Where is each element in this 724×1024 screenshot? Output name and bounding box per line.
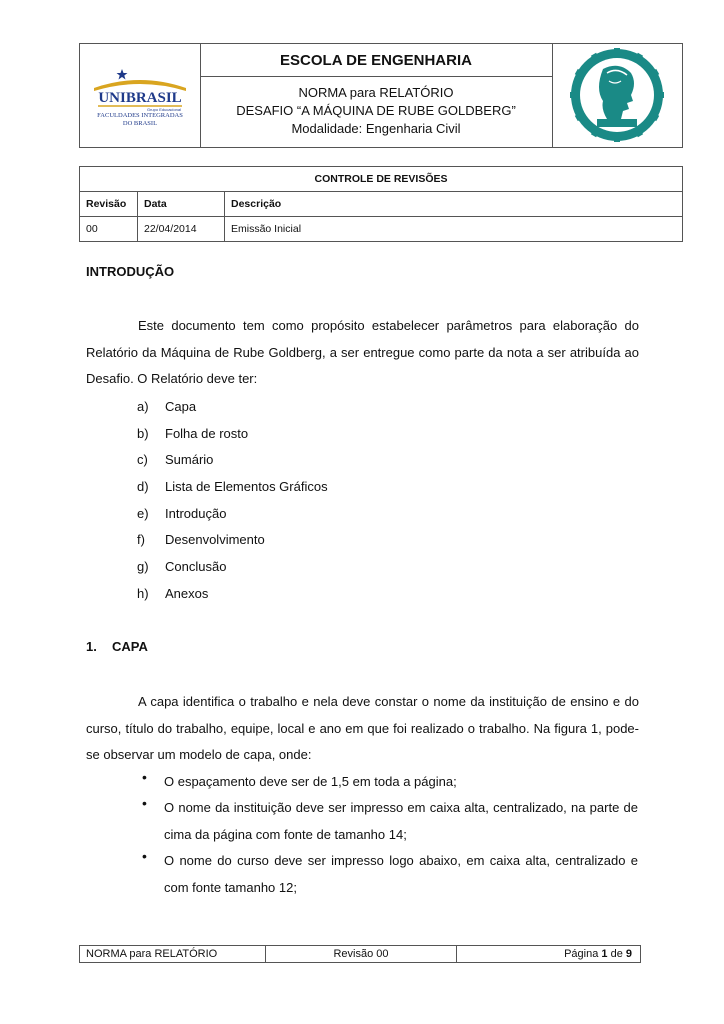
- list-marker: a): [137, 399, 149, 414]
- bullet-item: [142, 795, 642, 848]
- current-page: 1: [601, 948, 608, 960]
- document-header: [79, 43, 683, 148]
- list-item: [137, 426, 437, 444]
- list-item: [137, 452, 437, 470]
- list-marker: f): [137, 532, 145, 547]
- footer-doc-title: NORMA para RELATÓRIO: [80, 946, 266, 962]
- list-item: [137, 479, 437, 497]
- bullet-item: [142, 848, 642, 901]
- description-cell: Emissão Inicial: [225, 217, 683, 242]
- list-item-text: Conclusão: [165, 559, 227, 574]
- logo-subtext: Grupo Educacional: [146, 107, 182, 112]
- list-item-text: Folha de rosto: [165, 426, 249, 441]
- list-item: [137, 399, 437, 417]
- list-item-text: Lista de Elementos Gráficos: [165, 479, 328, 494]
- capa-heading: CAPA: [112, 639, 148, 654]
- column-header-description: Descrição: [225, 192, 683, 217]
- list-marker: h): [137, 586, 149, 601]
- page-mid: de: [607, 948, 626, 960]
- header-subtitle: [200, 84, 552, 138]
- total-pages: 9: [625, 948, 632, 960]
- list-item: [137, 532, 437, 550]
- bullet-text: O espaçamento deve ser de 1,5 em toda a página;: [164, 774, 457, 789]
- page-prefix: Página: [564, 948, 602, 960]
- list-item: [137, 559, 437, 577]
- seal-cell: [552, 44, 683, 147]
- list-marker: g): [137, 559, 149, 574]
- list-marker: b): [137, 426, 149, 441]
- bullet-item: [142, 769, 642, 795]
- bullet-icon: •: [142, 769, 147, 785]
- unibrasil-logo: [80, 44, 200, 147]
- list-item-text: Desenvolvimento: [165, 532, 265, 547]
- intro-paragraph: Este documento tem como propósito estabelecer parâmetros para elaboração do Relatório da Máquina de Rube Goldberg, a ser entregue como parte da nota a ser atribuída ao Desafio. O Relatório deve ter:: [86, 318, 639, 387]
- intro-heading: INTRODUÇÃO: [86, 264, 175, 279]
- column-header-date: Data: [138, 192, 225, 217]
- logo-wordmark: UNIBRASIL: [98, 90, 182, 106]
- capa-paragraph: A capa identifica o trabalho e nela deve constar o nome da instituição de ensino e do curso, título do trabalho, equipe, local e ano em que foi realizado o trabalho. Na figura 1, pode-se observar um modelo de capa, onde:: [86, 694, 639, 763]
- bullet-text: O nome do curso deve ser impresso logo abaixo, em caixa alta, centralizado e com fonte tamanho 12;: [164, 853, 638, 895]
- page-footer: [79, 945, 641, 963]
- table-row: [80, 217, 683, 242]
- list-item-text: Sumário: [165, 452, 214, 467]
- logo-line1: FACULDADES INTEGRADAS: [97, 112, 183, 119]
- list-item: [137, 506, 437, 524]
- norma-title: NORMA para RELATÓRIO: [298, 85, 454, 100]
- list-marker: c): [137, 452, 148, 467]
- date-cell: 22/04/2014: [138, 217, 225, 242]
- section-number: 1.: [86, 639, 97, 654]
- list-marker: e): [137, 506, 149, 521]
- list-item-text: Capa: [165, 399, 197, 414]
- bullet-text: O nome da instituição deve ser impresso em caixa alta, centralizado, na parte de cima da página com fonte de tamanho 14;: [164, 800, 638, 842]
- revision-control-table: [79, 166, 683, 242]
- list-item: [137, 586, 437, 604]
- modality: Modalidade: Engenharia Civil: [291, 121, 461, 136]
- column-header-revision: Revisão: [80, 192, 138, 217]
- revision-cell: 00: [80, 217, 138, 242]
- list-item-text: Introdução: [165, 506, 227, 521]
- bullet-icon: •: [142, 795, 147, 811]
- logo-line2: DO BRASIL: [122, 120, 158, 127]
- logo-cell: [80, 44, 201, 147]
- revision-table-caption: CONTROLE DE REVISÕES: [80, 167, 683, 192]
- list-item-text: Anexos: [165, 586, 209, 601]
- engineering-seal-icon: [553, 44, 683, 147]
- challenge-title: DESAFIO “A MÁQUINA DE RUBE GOLDBERG”: [236, 103, 516, 118]
- school-title: ESCOLA DE ENGENHARIA: [200, 44, 552, 77]
- page-number: [456, 946, 640, 962]
- list-marker: d): [137, 479, 149, 494]
- header-center: [200, 44, 552, 147]
- bullet-icon: •: [142, 848, 147, 864]
- footer-revision: Revisão 00: [266, 946, 457, 962]
